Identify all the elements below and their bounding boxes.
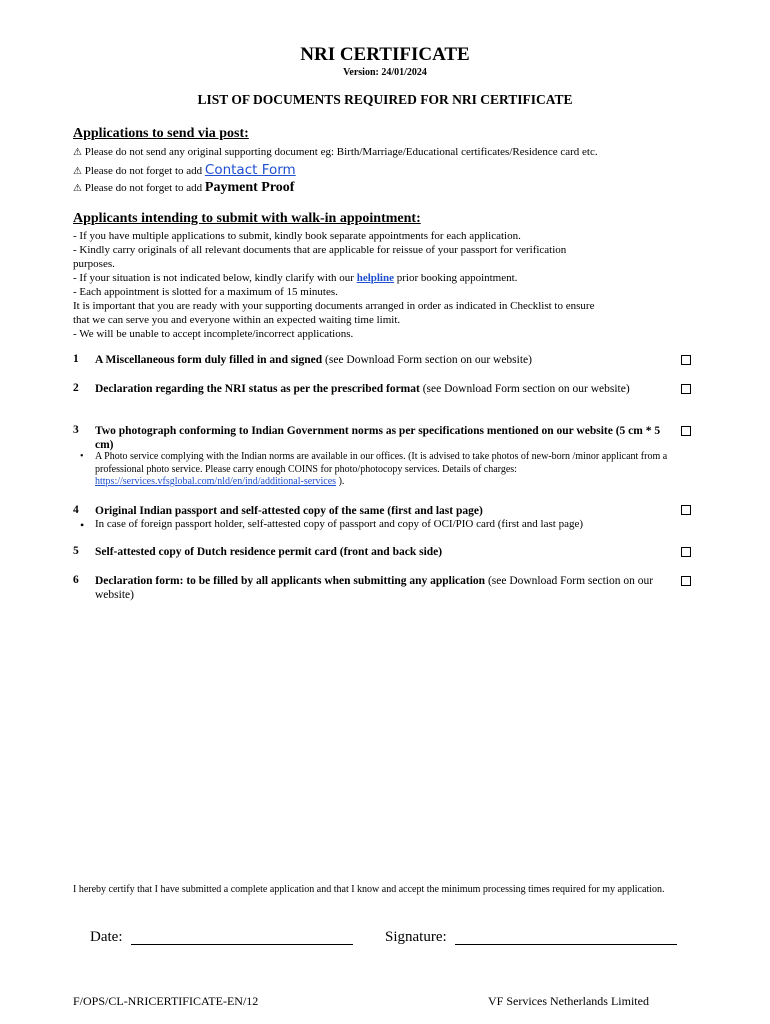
checklist-item-3: [95, 424, 673, 452]
checkbox-item-3[interactable]: [681, 426, 691, 436]
warning-icon: ⚠: [73, 147, 82, 158]
checkbox-item-5[interactable]: [681, 547, 691, 557]
checklist-item-1: [95, 353, 673, 367]
walkin-line-3-prefix: - If your situation is not indicated below, kindly clarify with our: [73, 272, 354, 284]
checkbox-item-1[interactable]: [681, 355, 691, 365]
post-line-contact-form: [73, 163, 296, 179]
document-subtitle: LIST OF DOCUMENTS REQUIRED FOR NRI CERTIFICATE: [197, 92, 573, 107]
additional-services-link[interactable]: https://services.vfsglobal.com/nld/en/ind/additional-services: [95, 476, 337, 487]
checklist-number: 1: [73, 353, 79, 365]
checklist-number: 5: [73, 545, 79, 557]
photo-service-text: A Photo service complying with the Indian norms are available in our offices. (It is advised to take photos of new-born /minor applicant from a professional photo service. Please carry enough COINS for photo/photocopy services. Details of charges:: [95, 451, 668, 475]
warning-icon: ⚠: [73, 166, 82, 177]
contact-form-link[interactable]: Contact Form: [204, 162, 296, 178]
checklist-item-1-note: (see Download Form section on our website): [325, 354, 532, 366]
company-name: VF Services Netherlands Limited: [488, 994, 649, 1008]
post-line-originals-text: Please do not send any original supporting document eg: Birth/Marriage/Educational certificates/Residence card etc.: [84, 146, 598, 158]
checklist-item-4: [95, 504, 673, 518]
checkbox-item-6[interactable]: [681, 576, 691, 586]
walkin-line-5b: that we can serve you and everyone within an expected waiting time limit.: [73, 314, 401, 326]
version-label: Version: 24/01/2024: [343, 67, 427, 78]
payment-proof-label: Payment Proof: [204, 180, 295, 195]
checklist-item-3-title: Two photograph conforming to Indian Government norms as per specifications mentioned on our website (5 cm * 5 cm): [95, 425, 661, 451]
walkin-line-5a: It is important that you are ready with your supporting documents arranged in order as indicated in Checklist to ensure: [73, 300, 595, 312]
photo-service-end: ).: [338, 476, 345, 487]
post-line-payment-text: Please do not forget to add: [84, 182, 203, 194]
walkin-line-2b: purposes.: [73, 258, 115, 270]
checklist-number: 4: [73, 504, 79, 516]
post-section-heading: Applications to send via post:: [73, 126, 249, 141]
checklist-item-2-title: Declaration regarding the NRI status as per the prescribed format: [95, 383, 420, 395]
walkin-line-3-suffix: prior booking appointment.: [396, 272, 518, 284]
walkin-line-6: - We will be unable to accept incomplete/incorrect applications.: [73, 328, 354, 340]
bullet-icon: •: [80, 451, 84, 462]
walkin-line-4: - Each appointment is slotted for a maximum of 15 minutes.: [73, 286, 338, 298]
helpline-link[interactable]: helpline: [356, 272, 394, 284]
checklist-item-5: [95, 545, 673, 559]
checklist-item-3-subtext: [95, 451, 673, 489]
document-title: NRI CERTIFICATE: [300, 44, 470, 65]
checklist-item-6-title: Declaration form: to be filled by all applicants when submitting any application: [95, 575, 486, 587]
post-line-originals: [73, 145, 598, 160]
bullet-icon: •: [80, 518, 85, 532]
checklist-item-1-title: A Miscellaneous form duly filled in and signed: [95, 354, 323, 366]
checkbox-item-2[interactable]: [681, 384, 691, 394]
walkin-line-1: - If you have multiple applications to submit, kindly book separate appointments for each application.: [73, 230, 521, 242]
walkin-line-2a: - Kindly carry originals of all relevant documents that are applicable for reissue of your passport for verification: [73, 244, 567, 256]
walkin-section-heading: Applicants intending to submit with walk-in appointment:: [73, 211, 421, 226]
checklist-item-2-note: (see Download Form section on our website): [422, 383, 630, 395]
checklist-item-5-title: Self-attested copy of Dutch residence permit card (front and back side): [95, 546, 443, 558]
checklist-item-6-note: (see Download Form section on our website): [95, 575, 654, 601]
checklist-number: 3: [73, 424, 79, 436]
checklist-item-2: [95, 382, 673, 396]
warning-icon: ⚠: [73, 183, 82, 194]
checkbox-item-4[interactable]: [681, 505, 691, 515]
checklist-item-4-title: Original Indian passport and self-attested copy of the same (first and last page): [95, 505, 483, 517]
signature-label: Signature:: [385, 929, 447, 945]
checklist-number: 2: [73, 382, 79, 394]
checklist-item-6: [95, 574, 673, 602]
checklist-number: 6: [73, 574, 79, 586]
post-line-contact-text: Please do not forget to add: [84, 165, 203, 177]
certification-statement: I hereby certify that I have submitted a complete application and that I know and accept the minimum processing times required for my application.: [73, 884, 665, 895]
form-code: F/OPS/CL-NRICERTIFICATE-EN/12: [73, 994, 259, 1008]
checklist-item-4-subtext: In case of foreign passport holder, self-attested copy of passport and copy of OCI/PIO card (first and last page): [95, 518, 583, 530]
walkin-line-3: [73, 271, 517, 285]
date-label: Date:: [90, 929, 123, 945]
post-line-payment-proof: [73, 181, 294, 196]
date-line[interactable]: [131, 943, 353, 945]
signature-line[interactable]: [455, 943, 677, 945]
